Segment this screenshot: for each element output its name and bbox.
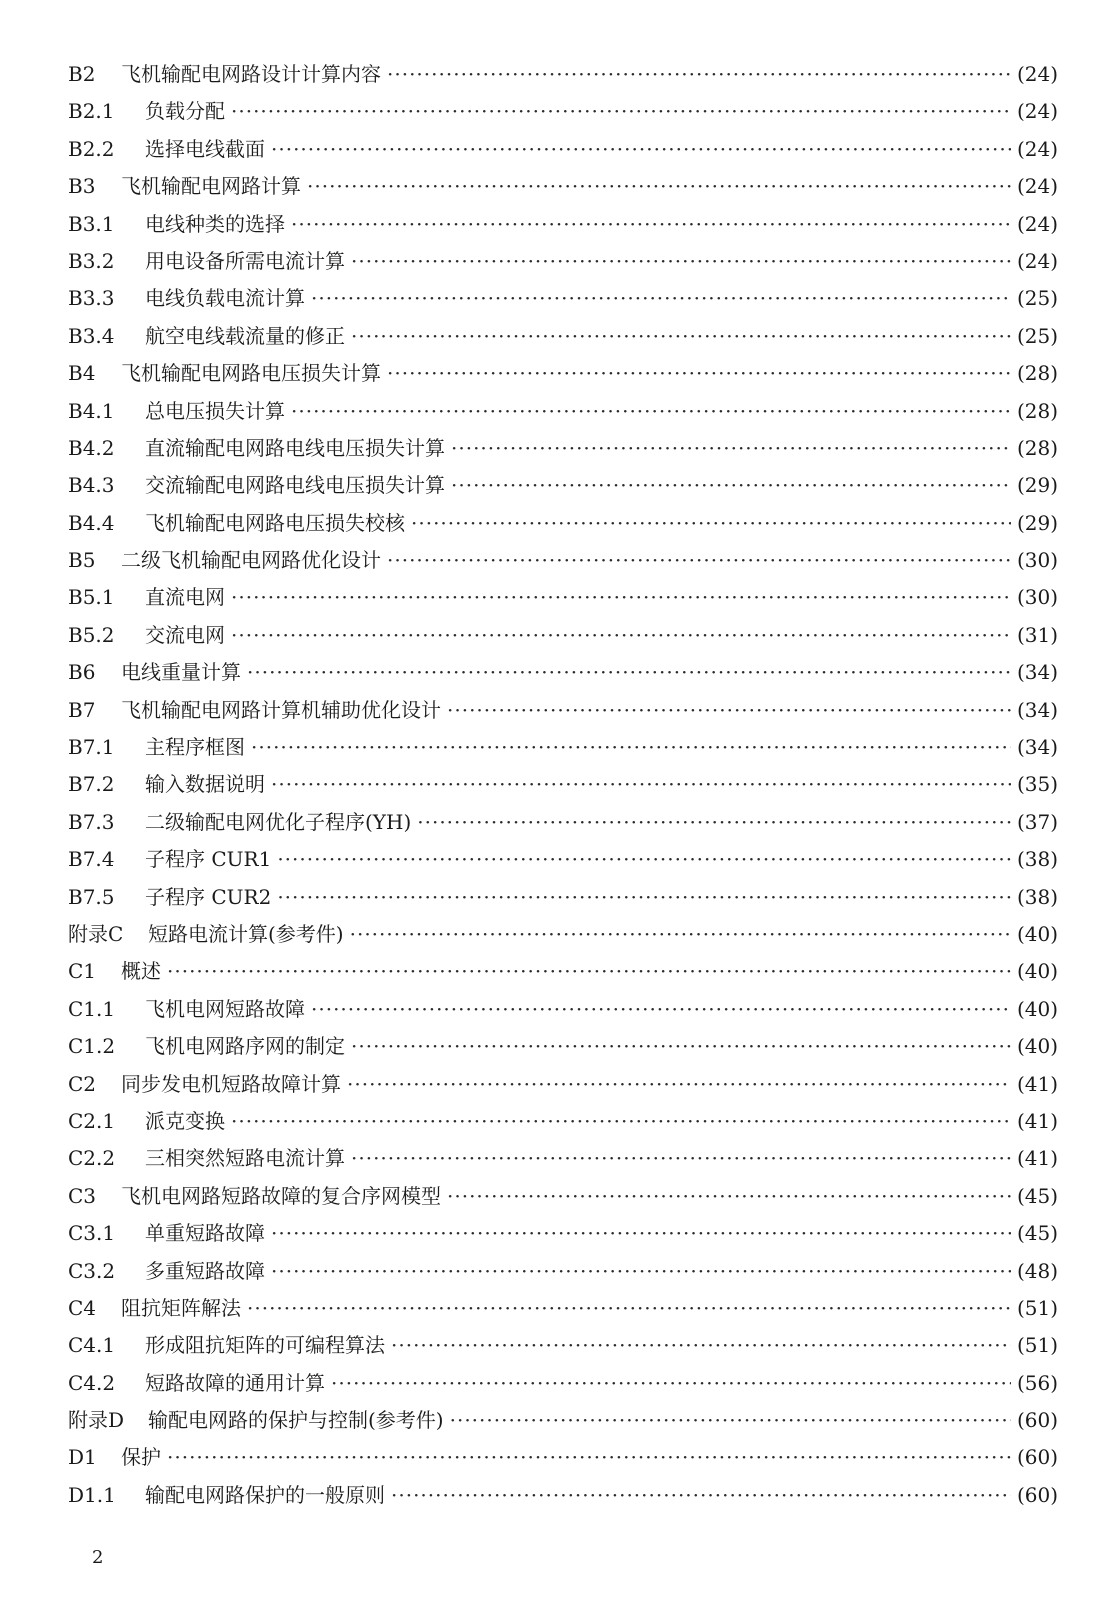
toc-entry-number: B4.1 <box>68 398 115 423</box>
toc-entry-title: 电线种类的选择 <box>145 211 285 236</box>
toc-entry <box>68 280 1058 317</box>
toc-entry-page: (28) <box>1016 435 1058 460</box>
dot-leader <box>391 1477 1011 1514</box>
toc-entry-title: 航空电线载流量的修正 <box>145 323 345 348</box>
dot-leader <box>291 393 1011 430</box>
toc-entry-title: 交流电网 <box>145 622 225 647</box>
toc-entry <box>68 467 1058 504</box>
toc-entry-title: 保护 <box>121 1445 161 1470</box>
toc-entry-title: 总电压损失计算 <box>145 398 285 423</box>
toc-entry <box>68 1365 1058 1402</box>
toc-entry-number: C2.2 <box>68 1146 116 1171</box>
dot-leader <box>271 1253 1011 1290</box>
toc-entry-number: C1 <box>68 959 97 984</box>
dot-leader <box>231 1103 1011 1140</box>
toc-entry-page: (31) <box>1016 622 1058 647</box>
dot-leader <box>351 243 1011 280</box>
table-of-contents <box>68 56 1058 1514</box>
toc-entry <box>68 243 1058 280</box>
toc-entry <box>68 1290 1058 1327</box>
dot-leader <box>351 1028 1011 1065</box>
dot-leader <box>291 206 1011 243</box>
toc-entry-page: (28) <box>1016 361 1058 386</box>
toc-entry-number: B5 <box>68 548 96 573</box>
toc-entry <box>68 1103 1058 1140</box>
toc-entry <box>68 206 1058 243</box>
toc-entry-page: (25) <box>1016 323 1058 348</box>
toc-entry-page: (24) <box>1016 174 1058 199</box>
dot-leader <box>447 692 1011 729</box>
dot-leader <box>231 617 1011 654</box>
toc-entry-number: B2 <box>68 62 96 86</box>
dot-leader <box>351 318 1011 355</box>
toc-entry <box>68 542 1058 579</box>
toc-entry-title: 短路故障的通用计算 <box>145 1370 325 1395</box>
toc-entry <box>68 766 1058 803</box>
dot-leader <box>451 430 1011 467</box>
toc-entry-page: (60) <box>1016 1482 1058 1507</box>
dot-leader <box>450 1402 1011 1439</box>
dot-leader <box>347 1066 1011 1103</box>
toc-entry-number: C4.2 <box>68 1370 116 1395</box>
toc-entry <box>68 56 1058 93</box>
toc-entry-title: 电线重量计算 <box>121 660 241 685</box>
toc-entry-title: 子程序 CUR2 <box>145 884 272 909</box>
toc-entry-number: B7.2 <box>68 772 115 797</box>
toc-entry-page: (48) <box>1016 1258 1058 1283</box>
dot-leader <box>271 766 1011 803</box>
toc-entry-number: B3.1 <box>68 211 115 236</box>
dot-leader <box>167 953 1011 990</box>
toc-entry-title: 飞机电网路短路故障的复合序网模型 <box>121 1183 441 1208</box>
toc-entry-page: (24) <box>1016 136 1058 161</box>
toc-entry-page: (41) <box>1016 1108 1058 1133</box>
toc-entry-page: (40) <box>1016 921 1058 946</box>
toc-entry-title: 选择电线截面 <box>145 136 265 161</box>
toc-entry-title: 飞机输配电网路计算机辅助优化设计 <box>121 697 441 722</box>
toc-entry-page: (45) <box>1016 1221 1058 1246</box>
toc-entry-page: (38) <box>1016 884 1058 909</box>
toc-entry-page: (30) <box>1016 585 1058 610</box>
dot-leader <box>277 841 1011 878</box>
toc-entry-number: B7.4 <box>68 847 115 872</box>
toc-entry <box>68 318 1058 355</box>
toc-entry-title: 电线负载电流计算 <box>145 286 305 311</box>
toc-entry-number: 附录D <box>68 1408 125 1433</box>
toc-entry-page: (29) <box>1016 510 1058 535</box>
toc-entry-title: 主程序框图 <box>145 735 245 760</box>
toc-entry-number: C4.1 <box>68 1333 116 1358</box>
toc-entry <box>68 1178 1058 1215</box>
toc-entry-number: B4.3 <box>68 473 115 498</box>
toc-entry-title: 二级飞机输配电网路优化设计 <box>121 548 381 573</box>
toc-entry-page: (37) <box>1016 809 1058 834</box>
dot-leader <box>387 56 1011 93</box>
dot-leader <box>231 579 1011 616</box>
toc-entry <box>68 579 1058 616</box>
dot-leader <box>351 1140 1011 1177</box>
toc-entry-number: C4 <box>68 1295 97 1320</box>
toc-entry-number: B3.2 <box>68 248 115 273</box>
toc-entry-number: B5.1 <box>68 585 115 610</box>
toc-entry <box>68 654 1058 691</box>
toc-entry-title: 概述 <box>121 959 161 984</box>
toc-entry <box>68 430 1058 467</box>
toc-entry-title: 多重短路故障 <box>145 1258 265 1283</box>
toc-entry-title: 飞机输配电网路设计计算内容 <box>121 62 381 86</box>
toc-entry-number: B3.4 <box>68 323 115 348</box>
toc-entry <box>68 505 1058 542</box>
toc-entry-number: B2.1 <box>68 99 115 124</box>
toc-entry-page: (35) <box>1016 772 1058 797</box>
toc-entry-title: 输配电网路保护的一般原则 <box>145 1482 385 1507</box>
toc-entry <box>68 1402 1058 1439</box>
toc-entry-number: C1.1 <box>68 996 116 1021</box>
page-number: 2 <box>92 1547 104 1568</box>
dot-leader <box>411 505 1011 542</box>
toc-entry <box>68 1215 1058 1252</box>
toc-entry-page: (28) <box>1016 398 1058 423</box>
toc-entry-page: (29) <box>1016 473 1058 498</box>
dot-leader <box>391 1327 1011 1364</box>
toc-entry-page: (51) <box>1016 1333 1058 1358</box>
toc-entry-number: C3 <box>68 1183 97 1208</box>
toc-entry-page: (40) <box>1016 1034 1058 1059</box>
toc-entry-number: C2.1 <box>68 1108 116 1133</box>
toc-entry-page: (60) <box>1016 1408 1058 1433</box>
toc-entry <box>68 692 1058 729</box>
toc-entry-title: 二级输配电网优化子程序(YH) <box>145 809 412 834</box>
dot-leader <box>447 1178 1011 1215</box>
toc-entry-page: (41) <box>1016 1146 1058 1171</box>
toc-entry <box>68 916 1058 953</box>
toc-entry-title: 输配电网路的保护与控制(参考件) <box>148 1408 444 1433</box>
toc-entry <box>68 729 1058 766</box>
toc-entry-page: (34) <box>1016 697 1058 722</box>
toc-entry-page: (30) <box>1016 548 1058 573</box>
toc-entry-title: 直流电网 <box>145 585 225 610</box>
toc-entry-title: 飞机输配电网路电压损失校核 <box>145 510 405 535</box>
toc-entry <box>68 841 1058 878</box>
toc-entry <box>68 1140 1058 1177</box>
toc-entry <box>68 393 1058 430</box>
toc-entry-page: (34) <box>1016 735 1058 760</box>
toc-entry <box>68 953 1058 990</box>
toc-entry-page: (24) <box>1016 248 1058 273</box>
dot-leader <box>311 280 1011 317</box>
toc-entry-page: (51) <box>1016 1295 1058 1320</box>
toc-entry-title: 短路电流计算(参考件) <box>148 921 344 946</box>
toc-entry <box>68 1477 1058 1514</box>
dot-leader <box>277 879 1011 916</box>
toc-entry <box>68 355 1058 392</box>
toc-entry-title: 飞机输配电网路计算 <box>121 174 301 199</box>
toc-entry-title: 形成阻抗矩阵的可编程算法 <box>145 1333 385 1358</box>
toc-entry-page: (40) <box>1016 959 1058 984</box>
toc-entry <box>68 1028 1058 1065</box>
dot-leader <box>417 804 1011 841</box>
toc-entry-page: (60) <box>1016 1445 1058 1470</box>
dot-leader <box>271 131 1011 168</box>
toc-entry-title: 单重短路故障 <box>145 1221 265 1246</box>
toc-entry-number: D1 <box>68 1445 97 1470</box>
toc-entry <box>68 1439 1058 1476</box>
toc-entry-title: 阻抗矩阵解法 <box>121 1295 241 1320</box>
toc-entry-number: D1.1 <box>68 1482 116 1507</box>
toc-entry <box>68 168 1058 205</box>
toc-entry-number: B3.3 <box>68 286 115 311</box>
dot-leader <box>251 729 1011 766</box>
toc-entry-number: B7 <box>68 697 96 722</box>
dot-leader <box>167 1439 1011 1476</box>
toc-entry-number: C3.1 <box>68 1221 116 1246</box>
toc-entry-title: 飞机输配电网路电压损失计算 <box>121 361 381 386</box>
toc-entry <box>68 1327 1058 1364</box>
toc-entry-number: C2 <box>68 1071 97 1096</box>
toc-entry-number: 附录C <box>68 921 124 946</box>
dot-leader <box>311 991 1011 1028</box>
toc-entry-page: (41) <box>1016 1071 1058 1096</box>
toc-entry-page: (40) <box>1016 996 1058 1021</box>
toc-entry-title: 同步发电机短路故障计算 <box>121 1071 341 1096</box>
toc-entry-title: 交流输配电网路电线电压损失计算 <box>145 473 445 498</box>
dot-leader <box>331 1365 1011 1402</box>
toc-entry-number: B5.2 <box>68 622 115 647</box>
toc-entry-title: 飞机电网短路故障 <box>145 996 305 1021</box>
toc-entry-number: B7.5 <box>68 884 115 909</box>
dot-leader <box>451 467 1011 504</box>
dot-leader <box>231 93 1011 130</box>
toc-entry <box>68 804 1058 841</box>
toc-entry <box>68 93 1058 130</box>
toc-entry-title: 用电设备所需电流计算 <box>145 248 345 273</box>
dot-leader <box>247 654 1011 691</box>
toc-entry-title: 输入数据说明 <box>145 772 265 797</box>
toc-entry-number: C1.2 <box>68 1034 116 1059</box>
toc-entry-number: B7.3 <box>68 809 115 834</box>
dot-leader <box>387 355 1011 392</box>
toc-entry-page: (38) <box>1016 847 1058 872</box>
toc-entry-title: 负载分配 <box>145 99 225 124</box>
toc-entry <box>68 131 1058 168</box>
toc-entry <box>68 617 1058 654</box>
toc-entry-number: B6 <box>68 660 96 685</box>
toc-entry-title: 直流输配电网路电线电压损失计算 <box>145 435 445 460</box>
toc-entry-number: B7.1 <box>68 735 115 760</box>
toc-entry-page: (56) <box>1016 1370 1058 1395</box>
toc-entry-title: 派克变换 <box>145 1108 225 1133</box>
toc-entry-number: B4.4 <box>68 510 115 535</box>
dot-leader <box>247 1290 1011 1327</box>
toc-entry <box>68 1066 1058 1103</box>
toc-entry-page: (34) <box>1016 660 1058 685</box>
toc-entry-number: C3.2 <box>68 1258 116 1283</box>
toc-entry <box>68 1253 1058 1290</box>
toc-entry-page: (24) <box>1016 211 1058 236</box>
toc-entry-page: (25) <box>1016 286 1058 311</box>
toc-entry-title: 三相突然短路电流计算 <box>145 1146 345 1171</box>
toc-entry-number: B4 <box>68 361 96 386</box>
toc-entry-number: B3 <box>68 174 96 199</box>
toc-entry <box>68 991 1058 1028</box>
dot-leader <box>387 542 1011 579</box>
toc-entry <box>68 879 1058 916</box>
toc-entry-number: B2.2 <box>68 136 115 161</box>
toc-entry-page: (24) <box>1016 99 1058 124</box>
toc-entry-title: 子程序 CUR1 <box>145 847 272 872</box>
dot-leader <box>271 1215 1011 1252</box>
toc-entry-page: (24) <box>1016 62 1058 86</box>
toc-entry-page: (45) <box>1016 1183 1058 1208</box>
dot-leader <box>307 168 1011 205</box>
toc-entry-number: B4.2 <box>68 435 115 460</box>
toc-entry-title: 飞机电网路序网的制定 <box>145 1034 345 1059</box>
dot-leader <box>350 916 1011 953</box>
